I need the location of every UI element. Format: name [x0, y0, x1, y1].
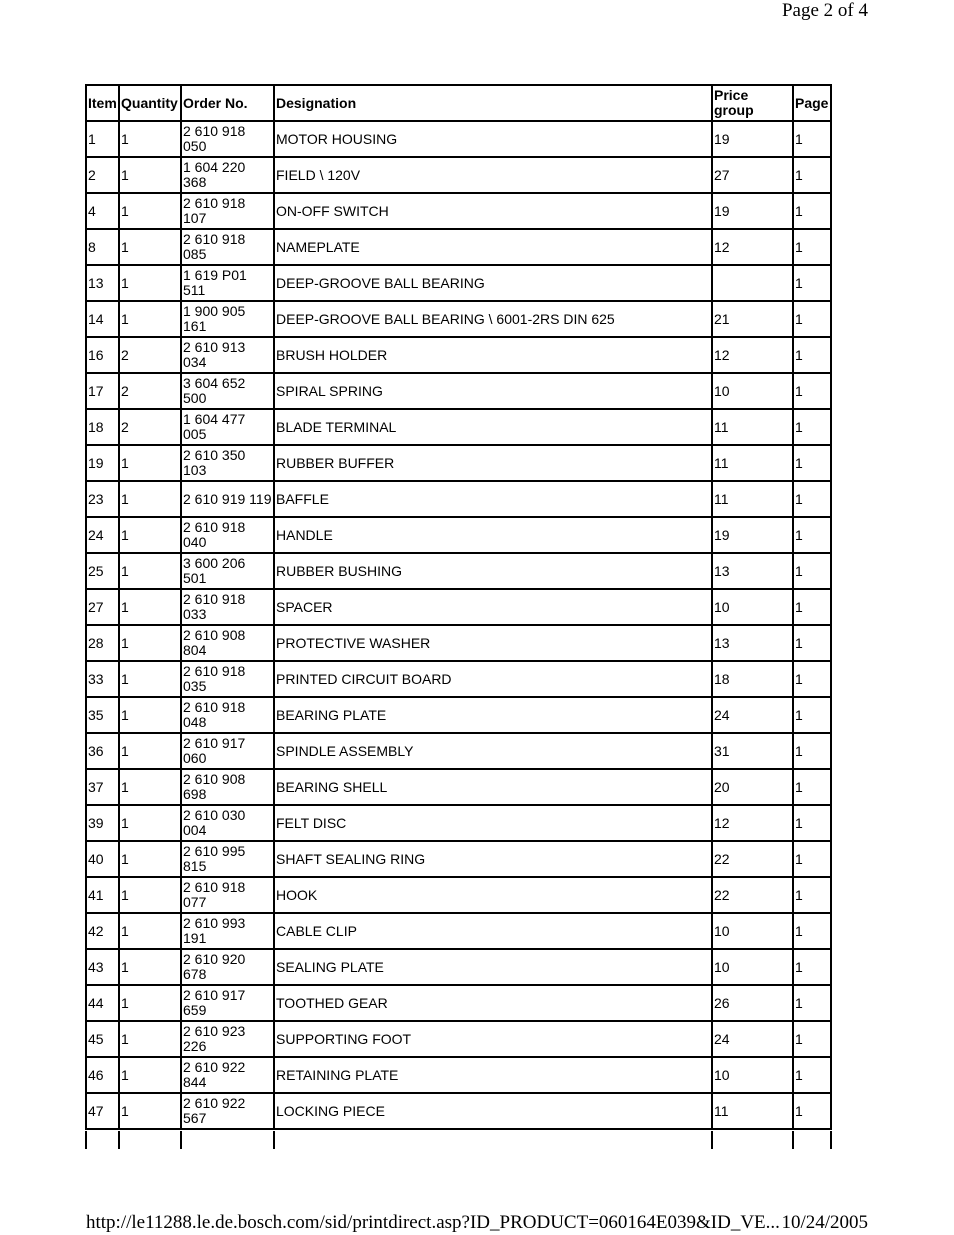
cell-order-no: 2 610 918 035 — [182, 662, 275, 698]
table-row — [87, 194, 832, 230]
table-row — [87, 410, 832, 446]
cell-price-group: 10 — [713, 950, 794, 986]
cell-price-group: 18 — [713, 662, 794, 698]
cell-quantity: 1 — [120, 1058, 182, 1094]
cell-quantity: 1 — [120, 878, 182, 914]
table-row — [87, 806, 832, 842]
table-row — [87, 122, 832, 158]
cell-quantity: 1 — [120, 230, 182, 266]
cell-quantity: 2 — [120, 338, 182, 374]
cell-price-group: 10 — [713, 1058, 794, 1094]
cell-item: 24 — [87, 518, 120, 554]
cell-item: 8 — [87, 230, 120, 266]
cell-order-no: 2 610 993 191 — [182, 914, 275, 950]
cell-order-no: 2 610 918 033 — [182, 590, 275, 626]
cell-price-group: 12 — [713, 338, 794, 374]
cell-page: 1 — [794, 914, 832, 950]
cell-price-group: 22 — [713, 878, 794, 914]
cell-price-group: 13 — [713, 554, 794, 590]
cell-order-no: 2 610 923 226 — [182, 1022, 275, 1058]
cell-quantity: 1 — [120, 734, 182, 770]
cell-order-no: 1 619 P01 511 — [182, 266, 275, 302]
cell-price-group: 20 — [713, 770, 794, 806]
cell-order-no: 2 610 918 048 — [182, 698, 275, 734]
cell-item: 16 — [87, 338, 120, 374]
cell-designation: MOTOR HOUSING — [275, 122, 713, 158]
cell-page: 1 — [794, 374, 832, 410]
cell-designation: BEARING PLATE — [275, 698, 713, 734]
table-row — [87, 986, 832, 1022]
cell-item: 33 — [87, 662, 120, 698]
cell-page: 1 — [794, 518, 832, 554]
cell-item: 27 — [87, 590, 120, 626]
cell-order-no: 3 600 206 501 — [182, 554, 275, 590]
cell-price-group: 11 — [713, 482, 794, 518]
cell-designation: RUBBER BUFFER — [275, 446, 713, 482]
cell-page: 1 — [794, 878, 832, 914]
cell-quantity: 1 — [120, 158, 182, 194]
cell-designation: SPIRAL SPRING — [275, 374, 713, 410]
cell-quantity: 1 — [120, 302, 182, 338]
parts-table — [85, 84, 832, 1130]
table-row — [87, 842, 832, 878]
cell-designation: RUBBER BUSHING — [275, 554, 713, 590]
cell-item: 46 — [87, 1058, 120, 1094]
cell-item: 40 — [87, 842, 120, 878]
cell-order-no: 2 610 908 804 — [182, 626, 275, 662]
table-row — [87, 374, 832, 410]
cell-page: 1 — [794, 950, 832, 986]
cell-price-group: 21 — [713, 302, 794, 338]
cell-order-no: 1 604 477 005 — [182, 410, 275, 446]
cell-order-no: 2 610 922 844 — [182, 1058, 275, 1094]
cell-price-group: 19 — [713, 122, 794, 158]
cell-item: 13 — [87, 266, 120, 302]
cell-designation: SEALING PLATE — [275, 950, 713, 986]
cell-designation: SPACER — [275, 590, 713, 626]
cell-designation: BRUSH HOLDER — [275, 338, 713, 374]
cell-quantity: 1 — [120, 914, 182, 950]
cell-quantity: 1 — [120, 194, 182, 230]
cell-price-group: 27 — [713, 158, 794, 194]
cell-page: 1 — [794, 986, 832, 1022]
table-row — [87, 554, 832, 590]
cell-order-no: 2 610 918 077 — [182, 878, 275, 914]
cell-page: 1 — [794, 770, 832, 806]
cell-item: 25 — [87, 554, 120, 590]
cell-designation: SHAFT SEALING RING — [275, 842, 713, 878]
cell-designation: SUPPORTING FOOT — [275, 1022, 713, 1058]
cell-page: 1 — [794, 158, 832, 194]
cell-price-group: 10 — [713, 374, 794, 410]
cell-item: 2 — [87, 158, 120, 194]
cell-designation: CABLE CLIP — [275, 914, 713, 950]
cell-quantity: 1 — [120, 698, 182, 734]
cell-page: 1 — [794, 734, 832, 770]
cell-order-no: 2 610 917 060 — [182, 734, 275, 770]
cell-item: 37 — [87, 770, 120, 806]
cell-designation: FELT DISC — [275, 806, 713, 842]
cell-quantity: 1 — [120, 590, 182, 626]
cell-order-no: 1 604 220 368 — [182, 158, 275, 194]
cell-quantity: 1 — [120, 554, 182, 590]
cell-designation: TOOTHED GEAR — [275, 986, 713, 1022]
cell-price-group: 12 — [713, 806, 794, 842]
table-row — [87, 626, 832, 662]
table-row — [87, 770, 832, 806]
table-row — [87, 662, 832, 698]
column-header-page: Page — [794, 86, 832, 122]
cell-item: 23 — [87, 482, 120, 518]
page-footer — [86, 1212, 868, 1234]
table-continuation — [85, 1131, 832, 1149]
cell-price-group: 24 — [713, 1022, 794, 1058]
cell-price-group: 12 — [713, 230, 794, 266]
cell-order-no: 2 610 350 103 — [182, 446, 275, 482]
cell-page: 1 — [794, 698, 832, 734]
table-row — [87, 590, 832, 626]
cell-page: 1 — [794, 842, 832, 878]
cell-page: 1 — [794, 662, 832, 698]
cell-item: 36 — [87, 734, 120, 770]
cell-price-group: 13 — [713, 626, 794, 662]
cell-designation: ON-OFF SWITCH — [275, 194, 713, 230]
cell-quantity: 1 — [120, 518, 182, 554]
cell-item: 14 — [87, 302, 120, 338]
table-row — [87, 734, 832, 770]
cell-designation: BEARING SHELL — [275, 770, 713, 806]
cell-page: 1 — [794, 446, 832, 482]
table-row — [87, 338, 832, 374]
cell-designation: RETAINING PLATE — [275, 1058, 713, 1094]
table-header-row — [87, 86, 832, 122]
cell-order-no: 2 610 908 698 — [182, 770, 275, 806]
cell-item: 42 — [87, 914, 120, 950]
cell-page: 1 — [794, 554, 832, 590]
cell-quantity: 1 — [120, 1022, 182, 1058]
cell-item: 39 — [87, 806, 120, 842]
cell-designation: FIELD \ 120V — [275, 158, 713, 194]
cell-designation: PRINTED CIRCUIT BOARD — [275, 662, 713, 698]
cell-price-group: 22 — [713, 842, 794, 878]
table-row — [87, 482, 832, 518]
cell-designation: HANDLE — [275, 518, 713, 554]
cell-page: 1 — [794, 626, 832, 662]
cell-order-no: 2 610 920 678 — [182, 950, 275, 986]
cell-order-no: 2 610 917 659 — [182, 986, 275, 1022]
table-row — [87, 1058, 832, 1094]
cell-quantity: 1 — [120, 842, 182, 878]
table-row — [87, 446, 832, 482]
cell-item: 43 — [87, 950, 120, 986]
cell-order-no: 2 610 918 107 — [182, 194, 275, 230]
column-header-item: Item — [87, 86, 120, 122]
cell-page: 1 — [794, 482, 832, 518]
cell-item: 47 — [87, 1094, 120, 1130]
cell-page: 1 — [794, 122, 832, 158]
cell-designation: DEEP-GROOVE BALL BEARING \ 6001-2RS DIN 625 — [275, 302, 713, 338]
cell-quantity: 1 — [120, 122, 182, 158]
table-row — [87, 230, 832, 266]
cell-quantity: 1 — [120, 950, 182, 986]
cell-order-no: 2 610 922 567 — [182, 1094, 275, 1130]
cell-item: 4 — [87, 194, 120, 230]
cell-designation: LOCKING PIECE — [275, 1094, 713, 1130]
cell-item: 18 — [87, 410, 120, 446]
table-row — [87, 698, 832, 734]
cell-order-no: 2 610 919 119 — [182, 482, 275, 518]
cell-price-group: 11 — [713, 446, 794, 482]
table-body — [87, 122, 832, 1130]
cell-designation: HOOK — [275, 878, 713, 914]
cell-price-group: 11 — [713, 410, 794, 446]
cell-item: 1 — [87, 122, 120, 158]
table-row — [87, 878, 832, 914]
cell-order-no: 2 610 030 004 — [182, 806, 275, 842]
cell-price-group: 19 — [713, 194, 794, 230]
cell-page: 1 — [794, 194, 832, 230]
cell-price-group: 19 — [713, 518, 794, 554]
cell-price-group: 10 — [713, 590, 794, 626]
cell-item: 41 — [87, 878, 120, 914]
cell-quantity: 1 — [120, 770, 182, 806]
cell-quantity: 1 — [120, 986, 182, 1022]
table-row — [87, 914, 832, 950]
cell-item: 35 — [87, 698, 120, 734]
cell-quantity: 2 — [120, 374, 182, 410]
cell-quantity: 2 — [120, 410, 182, 446]
table-row — [87, 266, 832, 302]
cell-price-group: 10 — [713, 914, 794, 950]
cell-page: 1 — [794, 590, 832, 626]
cell-price-group: 24 — [713, 698, 794, 734]
cell-price-group: 31 — [713, 734, 794, 770]
cell-page: 1 — [794, 230, 832, 266]
cell-order-no: 2 610 913 034 — [182, 338, 275, 374]
column-header-quantity: Quantity — [120, 86, 182, 122]
footer-url: http://le11288.le.de.bosch.com/sid/printdirect.asp?ID_PRODUCT=060164E039&ID_VE... — [86, 1212, 780, 1233]
cell-quantity: 1 — [120, 662, 182, 698]
cell-item: 19 — [87, 446, 120, 482]
cell-page: 1 — [794, 266, 832, 302]
cell-quantity: 1 — [120, 626, 182, 662]
column-header-designation: Designation — [275, 86, 713, 122]
cell-designation: BAFFLE — [275, 482, 713, 518]
cell-order-no: 2 610 995 815 — [182, 842, 275, 878]
cell-price-group: 11 — [713, 1094, 794, 1130]
cell-price-group — [713, 266, 794, 302]
cell-quantity: 1 — [120, 1094, 182, 1130]
table-row — [87, 950, 832, 986]
cell-designation: DEEP-GROOVE BALL BEARING — [275, 266, 713, 302]
cell-item: 17 — [87, 374, 120, 410]
cell-quantity: 1 — [120, 806, 182, 842]
column-header-price-group: Price group — [713, 86, 794, 122]
cell-designation: SPINDLE ASSEMBLY — [275, 734, 713, 770]
cell-page: 1 — [794, 1094, 832, 1130]
cell-designation: BLADE TERMINAL — [275, 410, 713, 446]
cell-price-group: 26 — [713, 986, 794, 1022]
cell-order-no: 2 610 918 050 — [182, 122, 275, 158]
cell-designation: PROTECTIVE WASHER — [275, 626, 713, 662]
footer-date: 10/24/2005 — [781, 1212, 868, 1233]
table-row — [87, 158, 832, 194]
cell-item: 28 — [87, 626, 120, 662]
cell-order-no: 2 610 918 040 — [182, 518, 275, 554]
column-header-order-no: Order No. — [182, 86, 275, 122]
cell-page: 1 — [794, 1022, 832, 1058]
cell-quantity: 1 — [120, 266, 182, 302]
cell-page: 1 — [794, 410, 832, 446]
cell-order-no: 2 610 918 085 — [182, 230, 275, 266]
cell-item: 45 — [87, 1022, 120, 1058]
cell-page: 1 — [794, 806, 832, 842]
cell-order-no: 3 604 652 500 — [182, 374, 275, 410]
cell-page: 1 — [794, 302, 832, 338]
page-number: Page 2 of 4 — [781, 0, 868, 21]
cell-order-no: 1 900 905 161 — [182, 302, 275, 338]
cell-designation: NAMEPLATE — [275, 230, 713, 266]
cell-page: 1 — [794, 338, 832, 374]
cell-page: 1 — [794, 1058, 832, 1094]
cell-quantity: 1 — [120, 482, 182, 518]
table-row — [87, 302, 832, 338]
cell-item: 44 — [87, 986, 120, 1022]
cell-quantity: 1 — [120, 446, 182, 482]
table-row — [87, 1094, 832, 1130]
table-row — [87, 1022, 832, 1058]
table-row — [87, 518, 832, 554]
